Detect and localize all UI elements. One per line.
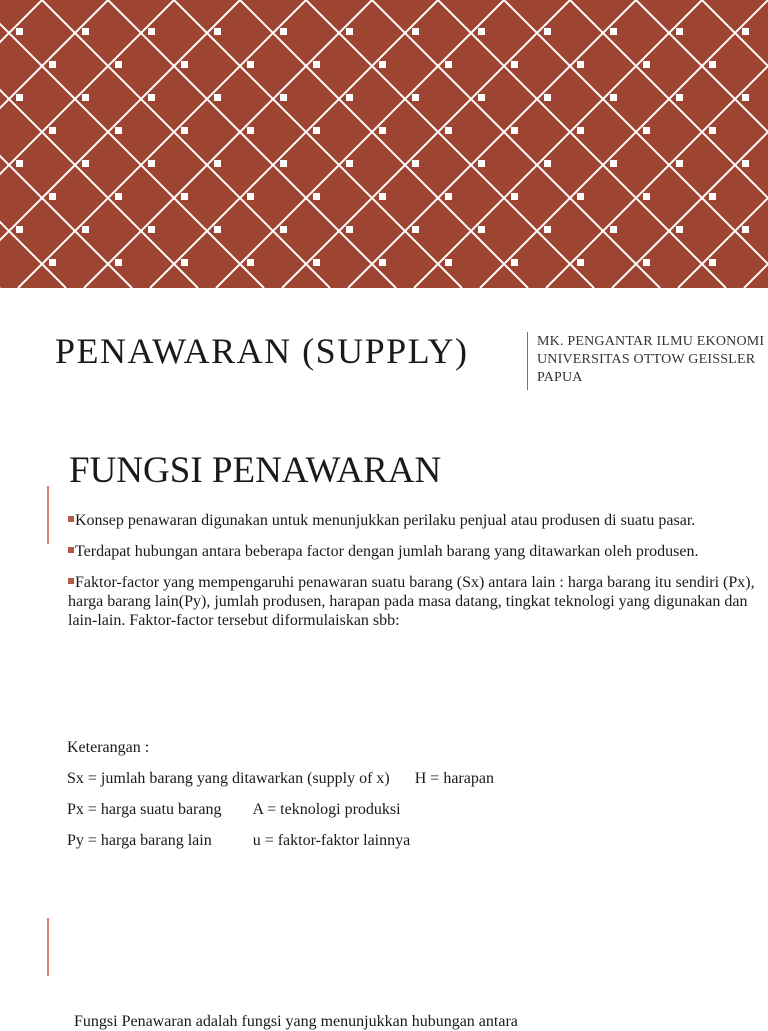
keterangan-row — [67, 801, 401, 819]
bullet-list — [68, 511, 758, 642]
keterangan-row — [67, 832, 410, 850]
list-item — [68, 511, 758, 530]
bullet-icon — [68, 547, 74, 553]
list-item — [68, 573, 758, 630]
section-title: FUNGSI PENAWARAN — [69, 450, 442, 491]
subtitle-line-2: UNIVERSITAS OTTOW GEISSLER — [537, 352, 756, 367]
bullet-text: Konsep penawaran digunakan untuk menunjukkan perilaku penjual atau produsen di suatu pasar. — [75, 512, 696, 529]
bullet-text: Terdapat hubungan antara beberapa factor dengan jumlah barang yang ditawarkan oleh produsen. — [75, 543, 699, 560]
list-item — [68, 542, 758, 561]
keterangan-row — [67, 770, 494, 788]
slide3-text: Fungsi Penawaran adalah fungsi yang menunjukkan hubungan antara — [74, 1013, 518, 1030]
lattice-squares — [16, 28, 768, 288]
subtitle-line-3: PAPUA — [537, 370, 583, 385]
keterangan-left: Px = harga suatu barang — [67, 801, 222, 818]
accent-bar — [47, 918, 49, 976]
keterangan-left: Sx = jumlah barang yang ditawarkan (supply of x) — [67, 770, 390, 787]
bullet-text: Faktor-factor yang mempengaruhi penawaran suatu barang (Sx) antara lain : harga barang itu sendiri (Px), harga barang lain(Py), jumlah produsen, harapan pada masa datang, tingkat teknologi yang digunakan dan lain-lain. Faktor-factor tersebut diformulaiskan sbb: — [68, 574, 755, 629]
decorative-pattern-header — [0, 0, 768, 288]
subtitle-line-1: MK. PENGANTAR ILMU EKONOMI — [537, 334, 765, 349]
keterangan-right: A = teknologi produksi — [252, 801, 401, 818]
lattice-lines — [0, 0, 768, 288]
keterangan-left: Py = harga barang lain — [67, 832, 212, 849]
page-title: PENAWARAN (SUPPLY) — [55, 331, 469, 371]
accent-bar — [47, 486, 49, 544]
diamond-pattern — [0, 0, 768, 288]
keterangan-right: H = harapan — [414, 770, 494, 787]
bullet-icon — [68, 516, 74, 522]
keterangan-label: Keterangan : — [67, 739, 150, 756]
bullet-icon — [68, 578, 74, 584]
subtitle — [537, 333, 764, 387]
title-divider — [527, 332, 528, 390]
keterangan-right: u = faktor-faktor lainnya — [252, 832, 411, 849]
